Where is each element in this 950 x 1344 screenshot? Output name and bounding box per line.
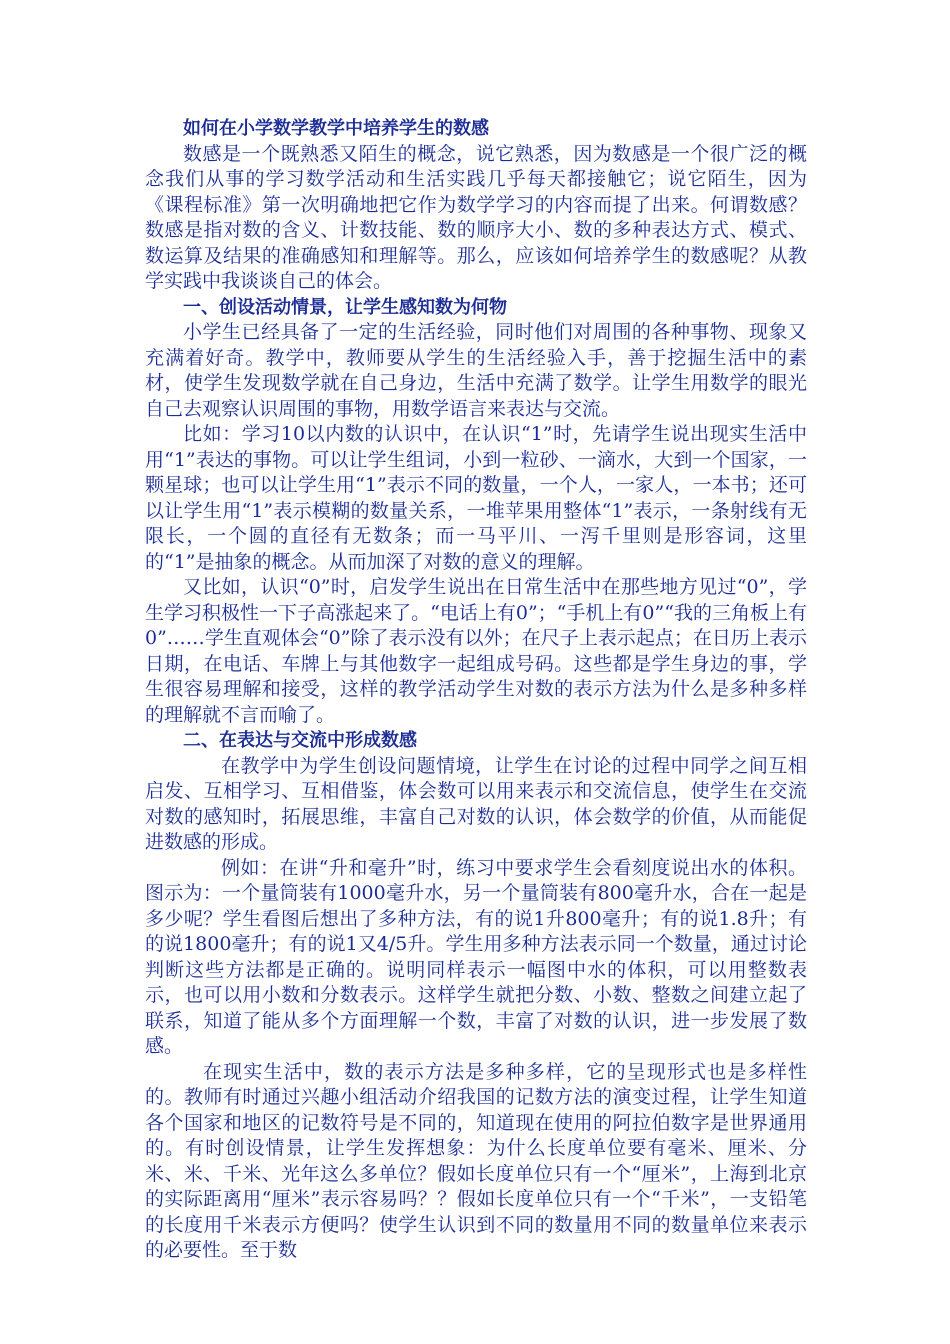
section-1-paragraph-2: 比如：学习10以内数的认识中，在认识“1”时，先请学生说出现实生活中用“1”表达的事物。可以让学生组词，小到一粒砂、一滴水，大到一个国家，一颗星球；也可以让学生用“1”表示不同的数量，一个人，一家人，一本书；还可以让学生用“1”表示模糊的数量关系，一堆苹果用整体“1”表示，一条射线有无限长，一个圆的直径有无数条；而一马平川、一泻千里则是形容词，这里的“1”是抽象的概念。从而加深了对数的意义的理解。 <box>145 423 807 573</box>
document-title: 如何在小学数学教学中培养学生的数感 <box>183 118 489 139</box>
section-2-paragraph-2: 例如：在讲“升和毫升”时，练习中要求学生会看刻度说出水的体积。图示为：一个量筒装有1000毫升水，另一个量筒装有800毫升水，合在一起是多少呢？学生看图后想出了多种方法，有的说1升800毫升；有的说1.8升；有的说1800毫升；有的说1又4/5升。学生用多种方法表示同一个数量，通过讨论判断这些方法都是正确的。说明同样表示一幅图中水的体积，可以用整数表示，也可以用小数和分数表示。这样学生就把分数、小数、整数之间建立起了联系，知道了能从多个方面理解一个数，丰富了对数的认识，进一步发展了数感。 <box>145 856 807 1057</box>
section-2-paragraph-3: 在现实生活中，数的表示方法是多种多样，它的呈现形式也是多样性的。教师有时通过兴趣小组活动介绍我国的记数方法的演变过程，让学生知道各个国家和地区的记数符号是不同的，知道现在使用的阿拉伯数字是世界通用的。有时创设情景，让学生发挥想象：为什么长度单位要有毫米、厘米、分米、米、千米、光年这么多单位？假如长度单位只有一个“厘米”，上海到北京的实际距离用“厘米”表示容易吗？？假如长度单位只有一个“千米”，一支铅笔的长度用千米表示方便吗？使学生认识到不同的数量用不同的数量单位来表示的必要性。至于数 <box>145 1060 807 1261</box>
section-2-heading: 二、在表达与交流中形成数感 <box>183 730 417 751</box>
section-1-paragraph-3: 又比如，认识“0”时，启发学生说出在日常生活中在那些地方见过“0”，学生学习积极性一下子高涨起来了。“电话上有0”；“手机上有0”“我的三角板上有0”……学生直观体会“0”除了表示没有以外；在尺子上表示起点；在日历上表示日期，在电话、车牌上与其他数字一起组成号码。这些都是学生身边的事，学生很容易理解和接受，这样的教学活动学生对数的表示方法为什么是多种多样的理解就不言而喻了。 <box>145 576 807 726</box>
intro-paragraph: 数感是一个既熟悉又陌生的概念，说它熟悉，因为数感是一个很广泛的概念我们从事的学习数学活动和生活实践几乎每天都接触它；说它陌生，因为《课程标准》第一次明确地把它作为数学学习的内容而提了出来。何谓数感？数感是指对数的含义、计数技能、数的顺序大小、数的多种表达方式、模式、数运算及结果的准确感知和理解等。那么，应该如何培养学生的数感呢？从教学实践中我谈谈自己的体会。 <box>145 142 807 292</box>
section-1-paragraph-1: 小学生已经具备了一定的生活经验，同时他们对周围的各种事物、现象又充满着好奇。教学中，教师要从学生的生活经验入手，善于挖掘生活中的素材，使学生发现数学就在自己身边，生活中充满了数学。让学生用数学的眼光自己去观察认识周围的事物，用数学语言来表达与交流。 <box>145 321 807 420</box>
section-2-paragraph-1: 在教学中为学生创设问题情境，让学生在讨论的过程中同学之间互相启发、互相学习、互相借鉴，体会数可以用来表示和交流信息，使学生在交流对数的感知时，拓展思维，丰富自己对数的认识，体会数学的价值，从而能促进数感的形成。 <box>145 754 807 853</box>
document-body <box>145 116 807 1264</box>
section-1-heading: 一、创设活动情景，让学生感知数为何物 <box>183 296 507 318</box>
